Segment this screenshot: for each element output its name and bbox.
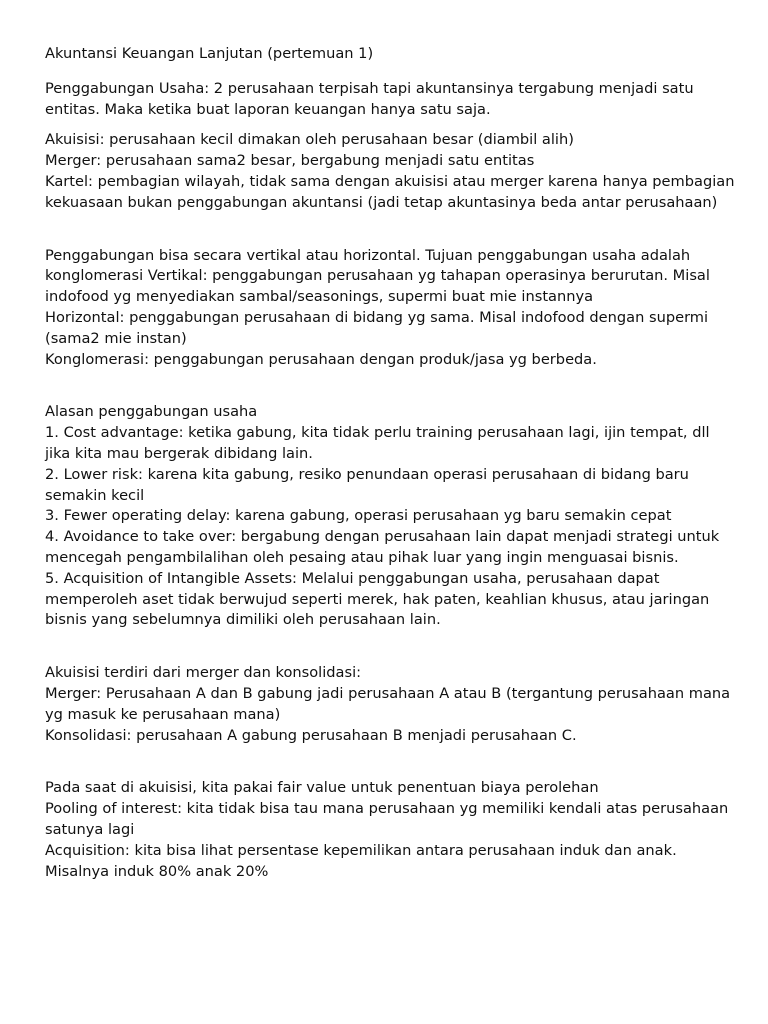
list-item: 4. Avoidance to take over: bergabung dengan perusahaan lain dapat menjadi strategi untuk mencegah pengambilalihan oleh pesaing atau pihak luar yang ingin menguasai bisnis. xyxy=(45,528,720,566)
list-item: 2. Lower risk: karena kita gabung, resiko penundaan operasi perusahaan di bidang baru semakin kecil xyxy=(45,465,689,504)
spacer xyxy=(45,631,738,663)
document-title: Akuntansi Keuangan Lanjutan (pertemuan 1) xyxy=(45,45,374,62)
list-item: 3. Fewer operating delay: karena gabung, operasi perusahaan yg baru semakin cepat xyxy=(45,507,672,525)
line-konsolidasi: Konsolidasi: perusahaan A gabung perusahaan B menjadi perusahaan C. xyxy=(45,726,577,744)
spacer xyxy=(45,65,738,79)
line-kartel: Kartel: pembagian wilayah, tidak sama dengan akuisisi atau merger karena hanya pembagian kekuasaan bukan penggabungan akuntansi (jadi tetap akuntasinya beda antar perusahaan) xyxy=(45,172,735,211)
line-merger: Merger: perusahaan sama2 besar, bergabung menjadi satu entitas xyxy=(45,152,535,170)
spacer xyxy=(45,746,738,778)
heading-akuisisi-terdiri: Akuisisi terdiri dari merger dan konsolidasi: xyxy=(45,664,362,682)
line-acquisition: Acquisition: kita bisa lihat persentase kepemilikan antara perusahaan induk dan anak. Misalnya induk 80% anak 20% xyxy=(45,841,677,880)
line-horizontal: Horizontal: penggabungan perusahaan di bidang yg sama. Misal indofood dengan supermi (sama2 mie instan) xyxy=(45,308,709,347)
paragraph-vertikal-horizontal: Penggabungan bisa secara vertikal atau horizontal. Tujuan penggabungan usaha adalah konglomerasi Vertikal: penggabungan perusahaan yg tahapan operasinya berurutan. Misal indofood yg menyediakan sambal/seasonings, supermi buat mie instannya xyxy=(45,246,710,306)
paragraph-penggabungan-usaha: Penggabungan Usaha: 2 perusahaan terpisah tapi akuntansinya tergabung menjadi satu entitas. Maka ketika buat laporan keuangan hanya satu saja. xyxy=(45,79,694,118)
spacer xyxy=(45,370,738,402)
spacer xyxy=(45,120,738,130)
list-item: 5. Acquisition of Intangible Assets: Melalui penggabungan usaha, perusahaan dapat memperoleh aset tidak berwujud seperti merek, hak paten, keahlian khusus, atau jaringan bisnis yang sebelumnya dimiliki oleh perusahaan lain. xyxy=(45,569,710,629)
line-konglomerasi: Konglomerasi: penggabungan perusahaan dengan produk/jasa yg berbeda. xyxy=(45,350,597,368)
line-pooling-of-interest: Pooling of interest: kita tidak bisa tau mana perusahaan yg memiliki kendali atas perusahaan satunya lagi xyxy=(45,800,729,838)
list-item: 1. Cost advantage: ketika gabung, kita tidak perlu training perusahaan lagi, ijin tempat, dll jika kita mau bergerak dibidang lain. xyxy=(45,424,710,462)
line-akuisisi: Akuisisi: perusahaan kecil dimakan oleh perusahaan besar (diambil alih) xyxy=(45,131,574,149)
heading-alasan-penggabungan: Alasan penggabungan usaha xyxy=(45,403,258,421)
spacer xyxy=(45,214,738,246)
line-merger-def: Merger: Perusahaan A dan B gabung jadi perusahaan A atau B (tergantung perusahaan mana yg masuk ke perusahaan mana) xyxy=(45,684,731,723)
line-fair-value: Pada saat di akuisisi, kita pakai fair value untuk penentuan biaya perolehan xyxy=(45,779,599,797)
